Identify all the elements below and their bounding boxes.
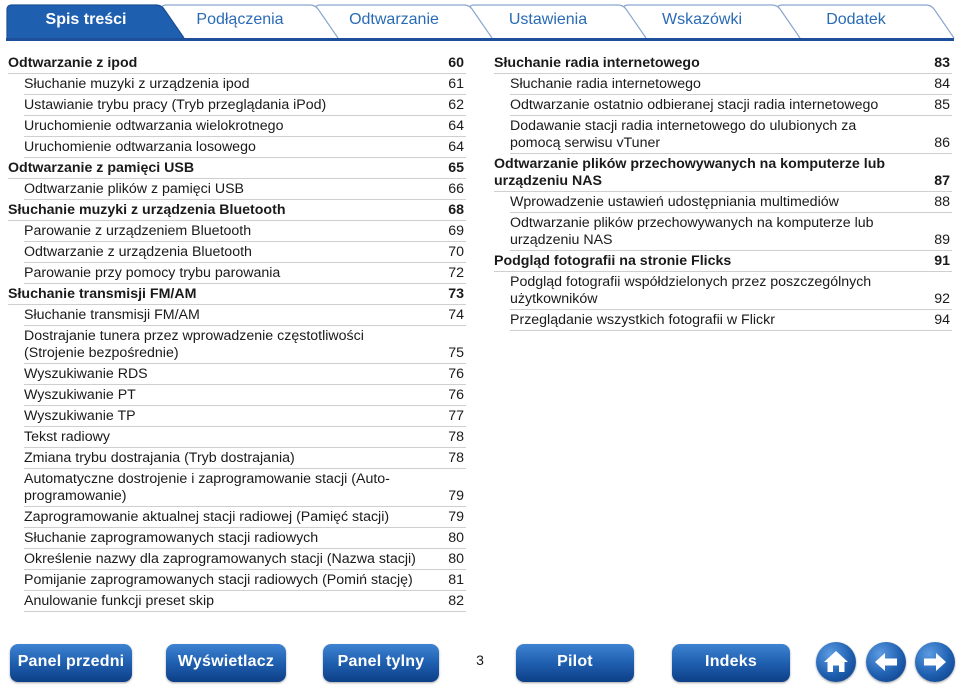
toc-entry-page: 87 xyxy=(934,173,950,189)
toc-entry-page: 64 xyxy=(448,139,464,155)
toc-entry-title: Odtwarzanie ostatnio odbieranej stacji radia internetowego xyxy=(510,97,879,113)
toc-entry-title: Odtwarzanie z ipod xyxy=(8,55,138,71)
home-icon xyxy=(816,642,856,682)
toc-entry-title: Określenie nazwy dla zaprogramowanych stacji (Nazwa stacji) xyxy=(24,551,416,567)
toc-entry[interactable] xyxy=(24,242,466,263)
toc-right-column xyxy=(494,53,952,331)
toc-entry-page: 82 xyxy=(448,593,464,609)
arrow-right-icon xyxy=(915,642,955,682)
toc-entry-title: Słuchanie muzyki z urządzenia ipod xyxy=(24,76,250,92)
toc-entry-page: 91 xyxy=(934,253,950,269)
toc-entry-title: Słuchanie transmisji FM/AM xyxy=(24,307,200,323)
toc-entry-page: 60 xyxy=(448,55,464,71)
toc-entry[interactable] xyxy=(8,200,466,221)
toc-entry-title: Wprowadzenie ustawień udostępniania multimediów xyxy=(510,194,839,210)
toc-entry-title: Odtwarzanie plików z pamięci USB xyxy=(24,181,244,197)
toc-entry-page: 89 xyxy=(934,232,950,248)
toc-entry-page: 78 xyxy=(448,429,464,445)
toc-entry[interactable] xyxy=(24,305,466,326)
toc-entry-page: 69 xyxy=(448,223,464,239)
toc-entry-title: Zmiana trybu dostrajania (Tryb dostrajania) xyxy=(24,450,295,466)
toc-entry-title: Ustawianie trybu pracy (Tryb przeglądania iPod) xyxy=(24,97,327,113)
toc-entry[interactable] xyxy=(510,95,952,116)
toc-entry-page: 61 xyxy=(448,76,464,92)
front-panel-label: Panel przedni xyxy=(17,653,125,670)
remote-label: Pilot xyxy=(557,653,593,670)
tab-5[interactable] xyxy=(776,4,956,38)
toc-entry-page: 92 xyxy=(934,291,950,307)
toc-entry-title: Słuchanie radia internetowego xyxy=(494,55,700,71)
toc-entry[interactable] xyxy=(494,53,952,74)
arrow-left-icon xyxy=(866,642,906,682)
toc-entry-page: 84 xyxy=(934,76,950,92)
toc-entry[interactable] xyxy=(510,74,952,95)
toc-entry-page: 79 xyxy=(448,509,464,525)
tab-bar-rule xyxy=(6,38,954,41)
tab-label: Wskazówki xyxy=(661,11,742,28)
toc-entry[interactable] xyxy=(24,179,466,200)
toc-entry-title: Przeglądanie wszystkich fotografii w Flickr xyxy=(510,312,775,328)
toc-entry[interactable] xyxy=(510,213,952,251)
toc-entry[interactable] xyxy=(24,507,466,528)
toc-entry-title: Odtwarzanie plików przechowywanych na komputerze lub urządzeniu NAS xyxy=(510,215,874,248)
toc-entry[interactable] xyxy=(24,591,466,612)
toc-entry-title: Uruchomienie odtwarzania wielokrotnego xyxy=(24,118,284,134)
toc-entry-page: 88 xyxy=(934,194,950,210)
toc-entry-title: Słuchanie zaprogramowanych stacji radiowych xyxy=(24,530,319,546)
toc-entry-page: 65 xyxy=(448,160,464,176)
toc-entry[interactable] xyxy=(24,448,466,469)
display-label: Wyświetlacz xyxy=(177,653,275,670)
tab-label: Ustawienia xyxy=(508,11,588,28)
toc-entry[interactable] xyxy=(494,154,952,192)
rear-panel-button[interactable] xyxy=(323,644,439,682)
toc-entry-title: Odtwarzanie z urządzenia Bluetooth xyxy=(24,244,252,260)
toc-entry-page: 75 xyxy=(448,345,464,361)
toc-entry[interactable] xyxy=(24,549,466,570)
remote-button[interactable] xyxy=(516,644,634,682)
toc-entry-title: Uruchomienie odtwarzania losowego xyxy=(24,139,256,155)
toc-entry[interactable] xyxy=(24,469,466,507)
toc-entry-page: 86 xyxy=(934,135,950,151)
toc-entry[interactable] xyxy=(24,326,466,364)
toc-entry-page: 81 xyxy=(448,572,464,588)
toc-entry[interactable] xyxy=(24,221,466,242)
toc-entry-page: 83 xyxy=(934,55,950,71)
toc-entry-page: 73 xyxy=(448,286,464,302)
toc-entry-title: Odtwarzanie z pamięci USB xyxy=(8,160,195,176)
front-panel-button[interactable] xyxy=(10,644,132,682)
toc-entry[interactable] xyxy=(8,53,466,74)
toc-entry-title: Wyszukiwanie RDS xyxy=(24,366,148,382)
toc-entry[interactable] xyxy=(8,284,466,305)
toc-entry-title: Wyszukiwanie TP xyxy=(24,408,136,424)
toc-entry[interactable] xyxy=(24,570,466,591)
toc-entry-page: 80 xyxy=(448,551,464,567)
toc-entry-title: Dostrajanie tunera przez wprowadzenie częstotliwości (Strojenie bezpośrednie) xyxy=(24,328,364,361)
toc-entry[interactable] xyxy=(494,251,952,272)
tab-label: Odtwarzanie xyxy=(349,11,439,28)
toc-entry-page: 62 xyxy=(448,97,464,113)
toc-entry-title: Parowanie przy pomocy trybu parowania xyxy=(24,265,281,281)
toc-entry-title: Słuchanie radia internetowego xyxy=(510,76,701,92)
toc-entry-page: 74 xyxy=(448,307,464,323)
rear-panel-label: Panel tylny xyxy=(337,653,425,670)
toc-entry-title: Słuchanie transmisji FM/AM xyxy=(8,286,197,302)
back-button[interactable] xyxy=(866,642,906,682)
tab-0[interactable] xyxy=(6,4,186,38)
toc-entry-page: 94 xyxy=(934,312,950,328)
toc-entry[interactable] xyxy=(510,310,952,331)
tab-2[interactable] xyxy=(314,4,494,38)
toc-entry-title: Odtwarzanie plików przechowywanych na komputerze lub urządzeniu NAS xyxy=(494,156,886,189)
toc-entry[interactable] xyxy=(24,364,466,385)
toc-entry-title: Tekst radiowy xyxy=(24,429,110,445)
toc-entry-title: Automatyczne dostrojenie i zaprogramowanie stacji (Auto-programowanie) xyxy=(24,471,390,504)
toc-left-column xyxy=(8,53,466,612)
toc-entry-page: 64 xyxy=(448,118,464,134)
display-button[interactable] xyxy=(166,644,286,682)
toc-entry-page: 80 xyxy=(448,530,464,546)
toc-entry-page: 72 xyxy=(448,265,464,281)
toc-entry-title: Parowanie z urządzeniem Bluetooth xyxy=(24,223,252,239)
forward-button[interactable] xyxy=(915,642,955,682)
toc-entry[interactable] xyxy=(24,116,466,137)
toc-entry-title: Podgląd fotografii na stronie Flicks xyxy=(494,253,732,269)
home-button[interactable] xyxy=(816,642,856,682)
toc-entry-page: 76 xyxy=(448,366,464,382)
toc-entry[interactable] xyxy=(24,385,466,406)
toc-entry-title: Dodawanie stacji radia internetowego do ulubionych za pomocą serwisu vTuner xyxy=(510,118,857,151)
toc-entry[interactable] xyxy=(24,74,466,95)
tab-4[interactable] xyxy=(622,4,802,38)
toc-entry-title: Pomijanie zaprogramowanych stacji radiowych (Pomiń stację) xyxy=(24,572,413,588)
toc-entry-page: 77 xyxy=(448,408,464,424)
toc-entry[interactable] xyxy=(24,263,466,284)
toc-entry[interactable] xyxy=(24,137,466,158)
toc-entry-title: Słuchanie muzyki z urządzenia Bluetooth xyxy=(8,202,286,218)
toc-entry-page: 85 xyxy=(934,97,950,113)
toc-entry[interactable] xyxy=(510,272,952,310)
index-label: Indeks xyxy=(705,653,757,670)
toc-entry-title: Anulowanie funkcji preset skip xyxy=(24,593,215,609)
toc-entry-page: 76 xyxy=(448,387,464,403)
toc-entry-title: Zaprogramowanie aktualnej stacji radiowej (Pamięć stacji) xyxy=(24,509,390,525)
tab-label: Spis treści xyxy=(45,11,127,28)
toc-entry[interactable] xyxy=(510,116,952,154)
toc-entry[interactable] xyxy=(24,95,466,116)
tab-3[interactable] xyxy=(468,4,648,38)
toc-entry-page: 66 xyxy=(448,181,464,197)
toc-entry-page: 70 xyxy=(448,244,464,260)
toc-entry[interactable] xyxy=(24,406,466,427)
tab-1[interactable] xyxy=(160,4,340,38)
toc-entry-page: 68 xyxy=(448,202,464,218)
toc-entry-page: 78 xyxy=(448,450,464,466)
toc-entry[interactable] xyxy=(24,528,466,549)
tab-label: Podłączenia xyxy=(196,11,284,28)
toc-entry-title: Podgląd fotografii współdzielonych przez poszczególnych użytkowników xyxy=(510,274,872,307)
index-button[interactable] xyxy=(672,644,790,682)
page-number: 3 xyxy=(476,652,484,668)
toc-entry-page: 79 xyxy=(448,488,464,504)
top-tab-bar xyxy=(6,4,954,40)
toc-entry-title: Wyszukiwanie PT xyxy=(24,387,136,403)
toc-entry[interactable] xyxy=(24,427,466,448)
toc-entry[interactable] xyxy=(510,192,952,213)
toc-entry[interactable] xyxy=(8,158,466,179)
tab-label: Dodatek xyxy=(826,11,886,28)
